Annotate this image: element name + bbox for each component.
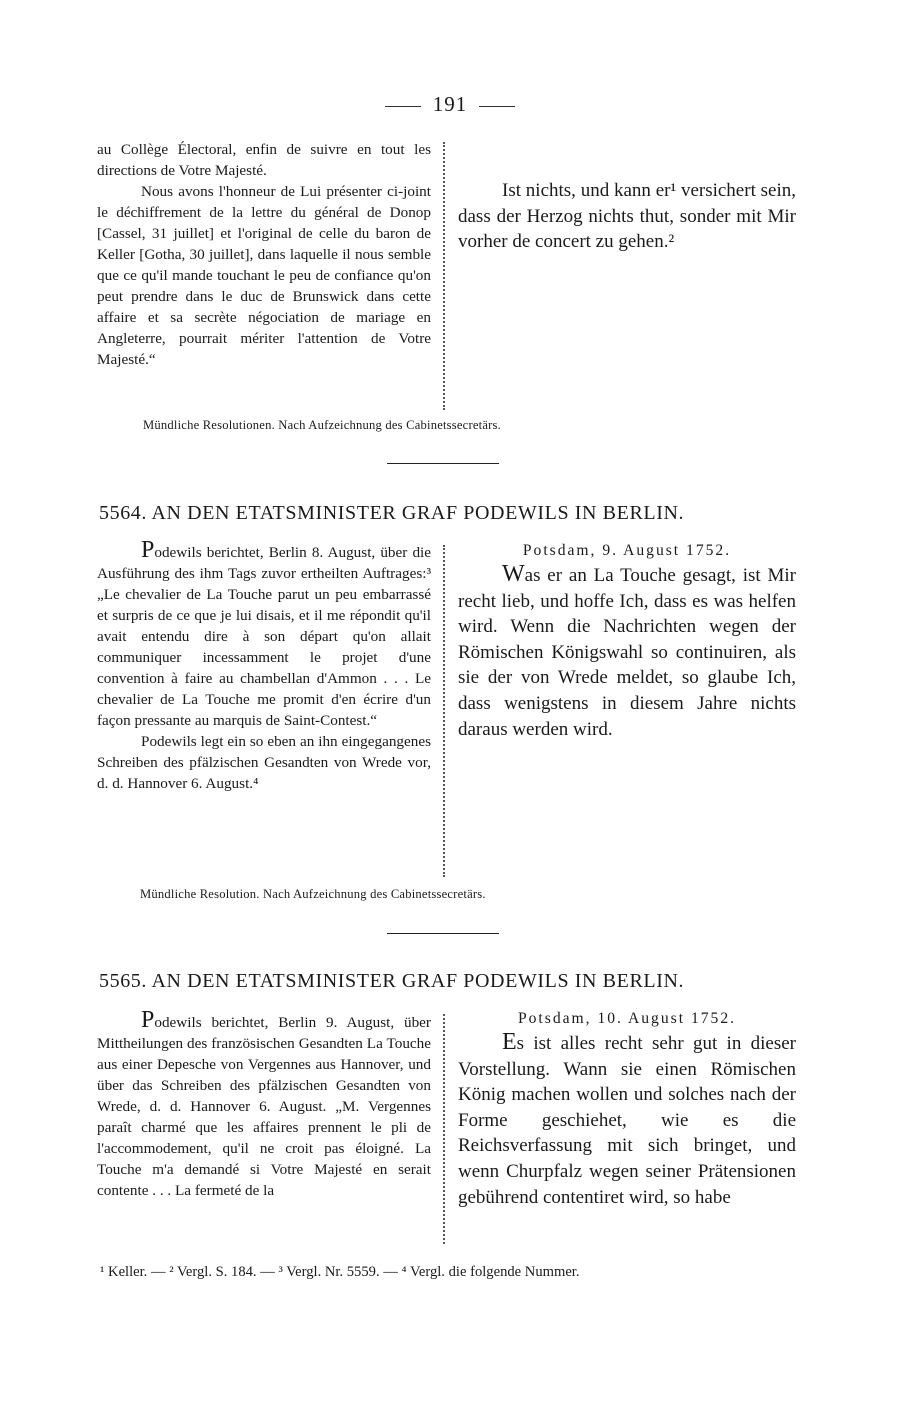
- section2-left-paragraph-1: [97, 537, 431, 731]
- section-separator-2: [387, 933, 499, 934]
- section2-left-paragraph-2: Podewils legt ein so eben an ihn eingegangenes Schreiben des pfälzischen Gesandten von Wrede vor, d. d. Hannover 6. August.⁴: [97, 733, 431, 792]
- section2-left-column: [97, 537, 431, 794]
- section3-right-column: [458, 1008, 796, 1210]
- section-separator-1: [387, 463, 499, 464]
- section3-right-dropcap: E: [502, 1029, 517, 1055]
- section2-right-paragraph: [458, 562, 796, 742]
- section1-left-column: [97, 139, 431, 370]
- section3-left-paragraph-1-text: odewils berichtet, Berlin 9. August, über Mittheilungen des französischen Gesandten La Touche aus einer Depesche von Vergennes aus Hannover, und über das Schreiben des pfälzischen Gesandten von Wrede, d. d. Hannover 6. August. „M. Vergennes paraît charmé que les affaires prennent le pli de l'accommodement, qu'il ne croit pas éloigné. La Touche m'a demandé si Votre Majesté en serait contente . . . La fermeté de la: [97, 1014, 431, 1199]
- section2-resolution-note: Mündliche Resolution. Nach Aufzeichnung des Cabinetssecretärs.: [140, 887, 486, 901]
- page-number-line: [0, 92, 900, 117]
- page-number-dash-right: [479, 106, 515, 107]
- section1-left-paragraph-2: Nous avons l'honneur de Lui présenter ci-joint le déchiffrement de la lettre du général de Donop [Cassel, 31 juillet] et l'original de celle du baron de Keller [Gotha, 30 juillet], dans laquelle il nous semble que ce qu'il mande touchant le peu de confiance qu'on peut prendre dans le duc de Brunswick dans cette affaire et sa secrète négociation de mariage en Angleterre, pourrait mériter l'attention de Votre Majesté.“: [97, 183, 431, 368]
- section2-column-divider: [443, 545, 445, 877]
- section3-heading: 5565. AN DEN ETATSMINISTER GRAF PODEWILS IN BERLIN.: [99, 970, 685, 992]
- footnotes: ¹ Keller. — ² Vergl. S. 184. — ³ Vergl. Nr. 5559. — ⁴ Vergl. die folgende Nummer.: [100, 1264, 580, 1280]
- section2-right-column: [458, 540, 796, 742]
- section3-left-paragraph-1: [97, 1007, 431, 1201]
- section1-right-text: Ist nichts, und kann er¹ versichert sein, dass der Herzog nichts thut, sonder mit Mir vorher de concert zu gehen.²: [458, 180, 796, 253]
- section3-left-column: [97, 1007, 431, 1201]
- section1-resolution-note: Mündliche Resolutionen. Nach Aufzeichnung des Cabinetssecretärs.: [143, 418, 501, 432]
- section3-right-text: s ist alles recht sehr gut in dieser Vorstellung. Wann sie einen Römischen König machen wollen und solches nach der Forme geschiehet, wie es die Reichsverfassung mit sich bringet, und wenn Churpfalz wegen seiner Prätensionen gebührend contentiret wird, so habe: [458, 1033, 796, 1208]
- section3-date: Potsdam, 10. August 1752.: [517, 1010, 737, 1027]
- section1-column-divider: [443, 142, 445, 410]
- section2-heading: 5564. AN DEN ETATSMINISTER GRAF PODEWILS IN BERLIN.: [99, 502, 685, 524]
- section1-right-column: [458, 178, 796, 255]
- section3-left-dropcap: P: [141, 1007, 155, 1033]
- page-number-dash-left: [385, 106, 421, 107]
- section1-left-paragraph-1: au Collège Électoral, enfin de suivre en tout les directions de Votre Majesté.: [97, 141, 431, 179]
- section2-right-dropcap: W: [502, 561, 525, 587]
- section2-left-paragraph-1-text: odewils berichtet, Berlin 8. August, über die Ausführung des ihm Tags zuvor ertheilten Auftrages:³ „Le chevalier de La Touche parut un peu embarrassé et surpris de ce que je lui disais, et il me répondit qu'il avait entendu dire à son départ qu'on allait communiquer incessamment le projet d'une convention à faire au chambellan d'Ammon . . . Le chevalier de La Touche me promit d'en écrire d'un façon pressante au marquis de Saint-Contest.“: [97, 544, 431, 729]
- section2-left-dropcap: P: [141, 537, 155, 563]
- section3-column-divider: [443, 1014, 445, 1244]
- section3-right-paragraph: [458, 1030, 796, 1210]
- section2-right-text: as er an La Touche gesagt, ist Mir recht lieb, und hoffe Ich, dass es was helfen wird. Wenn die Nachrichten wegen der Römischen Königswahl so continuiren, als sie der von Wrede meldet, so glaube Ich, dass wenigstens in diesem Jahre nichts daraus werden wird.: [458, 565, 796, 740]
- section2-date: Potsdam, 9. August 1752.: [522, 542, 732, 559]
- page-number: 191: [432, 92, 468, 116]
